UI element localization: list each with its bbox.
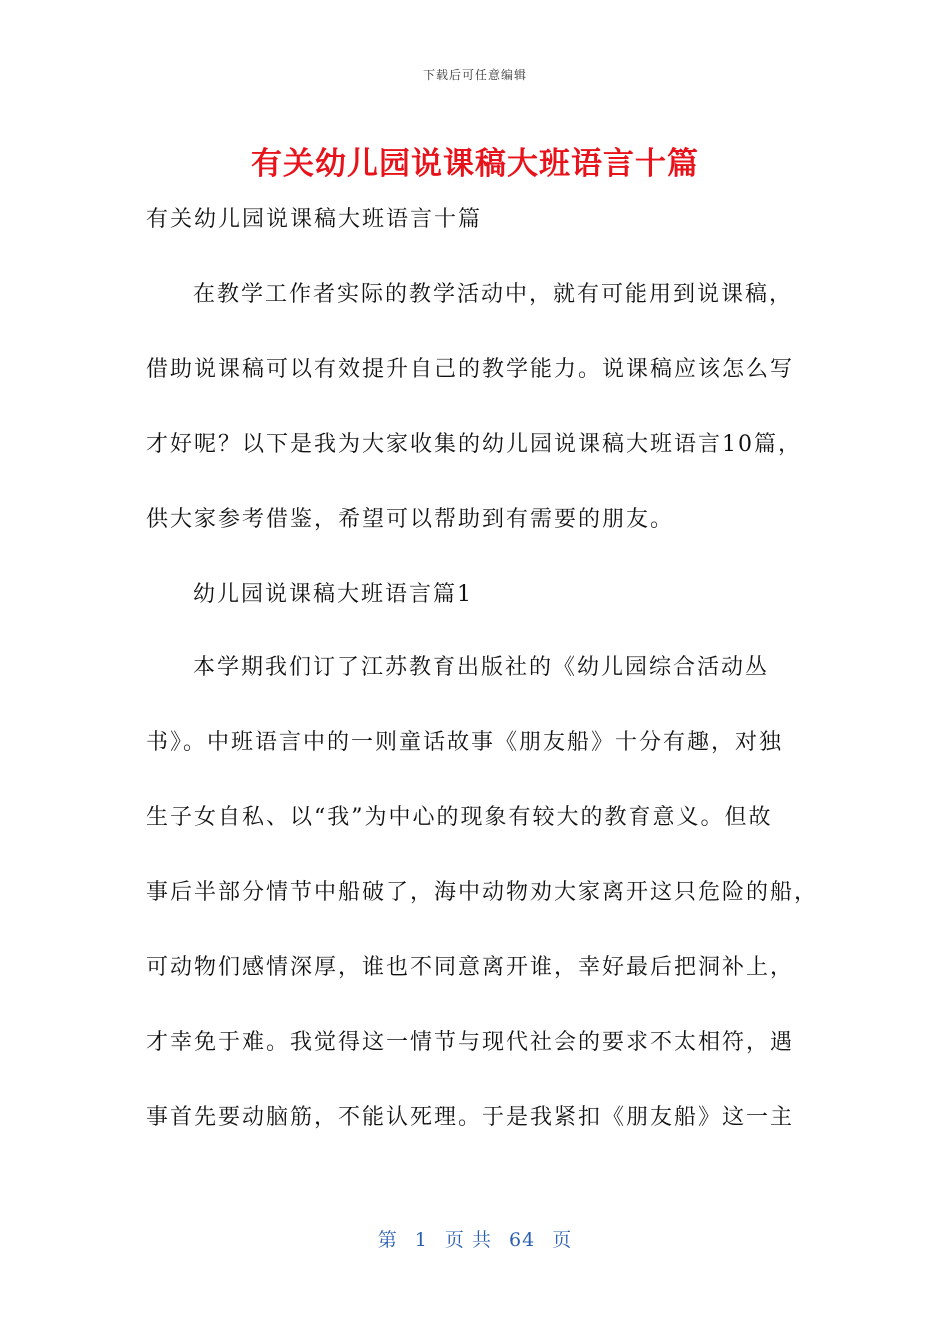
body-line: 才幸免于难。我觉得这一情节与现代社会的要求不太相符，遇 — [146, 1030, 795, 1055]
document-title: 有关幼儿园说课稿大班语言十篇 — [251, 146, 699, 182]
body-line: 有关幼儿园说课稿大班语言十篇 — [146, 207, 483, 232]
footer-suffix: 页 — [552, 1229, 573, 1251]
page-footer — [0, 1225, 950, 1252]
footer-page-number: 1 — [414, 1229, 428, 1251]
body-line: 才好呢？以下是我为大家收集的幼儿园说课稿大班语言10篇， — [146, 432, 802, 457]
footer-total-pages: 64 — [509, 1229, 536, 1251]
body-line: 生子女自私、以“我”为中心的现象有较大的教育意义。但故 — [146, 805, 773, 830]
header-note: 下载后可任意编辑 — [422, 68, 527, 82]
footer-middle: 页 共 — [444, 1229, 492, 1251]
section-heading: 幼儿园说课稿大班语言篇1 — [193, 582, 473, 607]
body-line: 本学期我们订了江苏教育出版社的《幼儿园综合活动丛 — [193, 655, 770, 680]
footer-prefix: 第 — [377, 1229, 398, 1251]
body-line: 借助说课稿可以有效提升自己的教学能力。说课稿应该怎么写 — [146, 357, 795, 382]
body-line: 可动物们感情深厚，谁也不同意离开谁，幸好最后把洞补上， — [146, 955, 795, 980]
body-line: 事后半部分情节中船破了，海中动物劝大家离开这只危险的船， — [146, 880, 819, 905]
body-line: 供大家参考借鉴，希望可以帮助到有需要的朋友。 — [146, 507, 675, 532]
body-line: 事首先要动脑筋，不能认死理。于是我紧扣《朋友船》这一主 — [146, 1105, 795, 1130]
body-line: 书》。中班语言中的一则童话故事《朋友船》十分有趣，对独 — [146, 730, 784, 755]
body-line: 在教学工作者实际的教学活动中，就有可能用到说课稿， — [193, 282, 794, 307]
